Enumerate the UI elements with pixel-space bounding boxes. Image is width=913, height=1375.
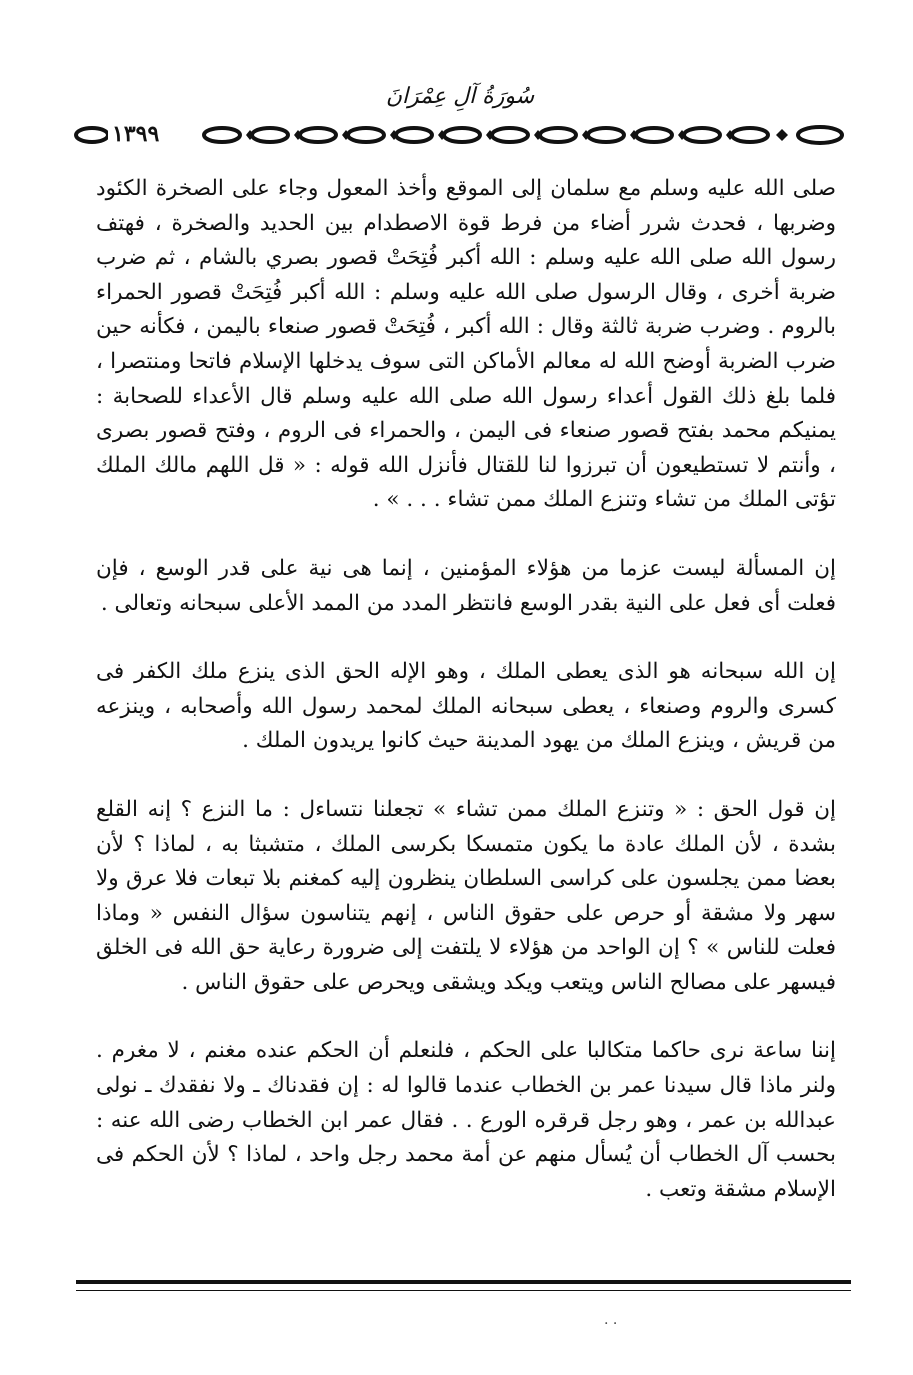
footer-speck: . .	[604, 1312, 618, 1328]
ornamental-divider	[70, 118, 850, 152]
paragraph: إن قول الحق : « وتنزع الملك ممن تشاء » تجعلنا نتساءل : ما النزع ؟ إنه القلع بشدة ، لأن الملك عادة ما يكون متمسكا بكرسى الملك ، متشبثا به ، لماذا ؟ لأن بعضا ممن يجلسون على كراسى السلطان ينظرون إليه كمغنم بلا تبعات فلا عرق ولا سهر ولا مشقة أو حرص على حقوق الناس ، إنهم يتناسون سؤال النفس « وماذا فعلت للناس » ؟ إن الواحد من هؤلاء لا يلتفت إلى ضرورة رعاية حق الله فى الخلق فيسهر على مصالح الناس ويتعب ويكد ويشقى ويحرص على حقوق الناس .	[96, 796, 836, 995]
footer-rule	[76, 1280, 851, 1284]
footer-rule-thin	[76, 1290, 851, 1291]
page-number: ١٣٩٩	[108, 118, 163, 150]
body-text	[96, 172, 836, 1241]
paragraph: إننا ساعة نرى حاكما متكالبا على الحكم ، فلنعلم أن الحكم عنده مغنم ، لا مغرم . ولنر ماذا قال سيدنا عمر بن الخطاب عندما قالوا له : إن فقدناك ـ ولا نفقدك ـ نولى عبدالله بن عمر ، وهو رجل قرقره الورع . . فقال عمر ابن الخطاب رضى الله عنه : بحسب آل الخطاب أن يُسأل منهم عن أمة محمد رجل واحد ، لماذا ؟ لأن الحكم فى الإسلام مشقة وتعب .	[96, 1038, 836, 1202]
paragraph: إن المسألة ليست عزما من هؤلاء المؤمنين ، إنما هى نية على قدر الوسع ، فإن فعلت أى فعل على النية بقدر الوسع فانتظر المدد من الممد الأعلى سبحانه وتعالى .	[96, 555, 836, 616]
paragraph: صلى الله عليه وسلم مع سلمان إلى الموقع وأخذ المعول وجاء على الصخرة الكئود وضربها ، فحدث شرر أضاء من فرط قوة الاصطدام بين الحديد والصخرة ، فهتف رسول الله صلى الله عليه وسلم : الله أكبر فُتِحَتْ قصور بصري بالشام ، ثم ضرب ضربة أخرى ، وقال الرسول صلى الله عليه وسلم : الله أكبر فُتِحَتْ قصور الحمراء بالروم . وضرب ضربة ثالثة وقال : الله أكبر ، فُتِحَتْ قصور صنعاء باليمن ، فكأنه حين ضرب الضربة أوضح الله له معالم الأماكن التى سوف يدخلها الإسلام فاتحا ومنتصرا ، فلما بلغ ذلك القول أعداء رسول الله صلى الله عليه وسلم قال الأعداء للصحابة : يمنيكم محمد بفتح قصور صنعاء فى اليمن ، والحمراء فى الروم ، وفتح قصور بصرى ، وأنتم لا تستطيعون أن تبرزوا لنا للقتال فأنزل الله قوله : « قل اللهم مالك الملك تؤتى الملك من تشاء وتنزع الملك ممن تشاء . . . » .	[96, 176, 836, 513]
paragraph: إن الله سبحانه هو الذى يعطى الملك ، وهو الإله الحق الذى ينزع ملك الكفر فى كسرى والروم وصنعاء ، يعطى سبحانه الملك لمحمد رسول الله وأصحابه ، وينزعه من قريش ، وينزع الملك من يهود المدينة حيث كانوا يريدون الملك .	[96, 659, 837, 754]
surah-title: سُورَةُ آلِ عِمْرَانَ	[385, 84, 535, 109]
